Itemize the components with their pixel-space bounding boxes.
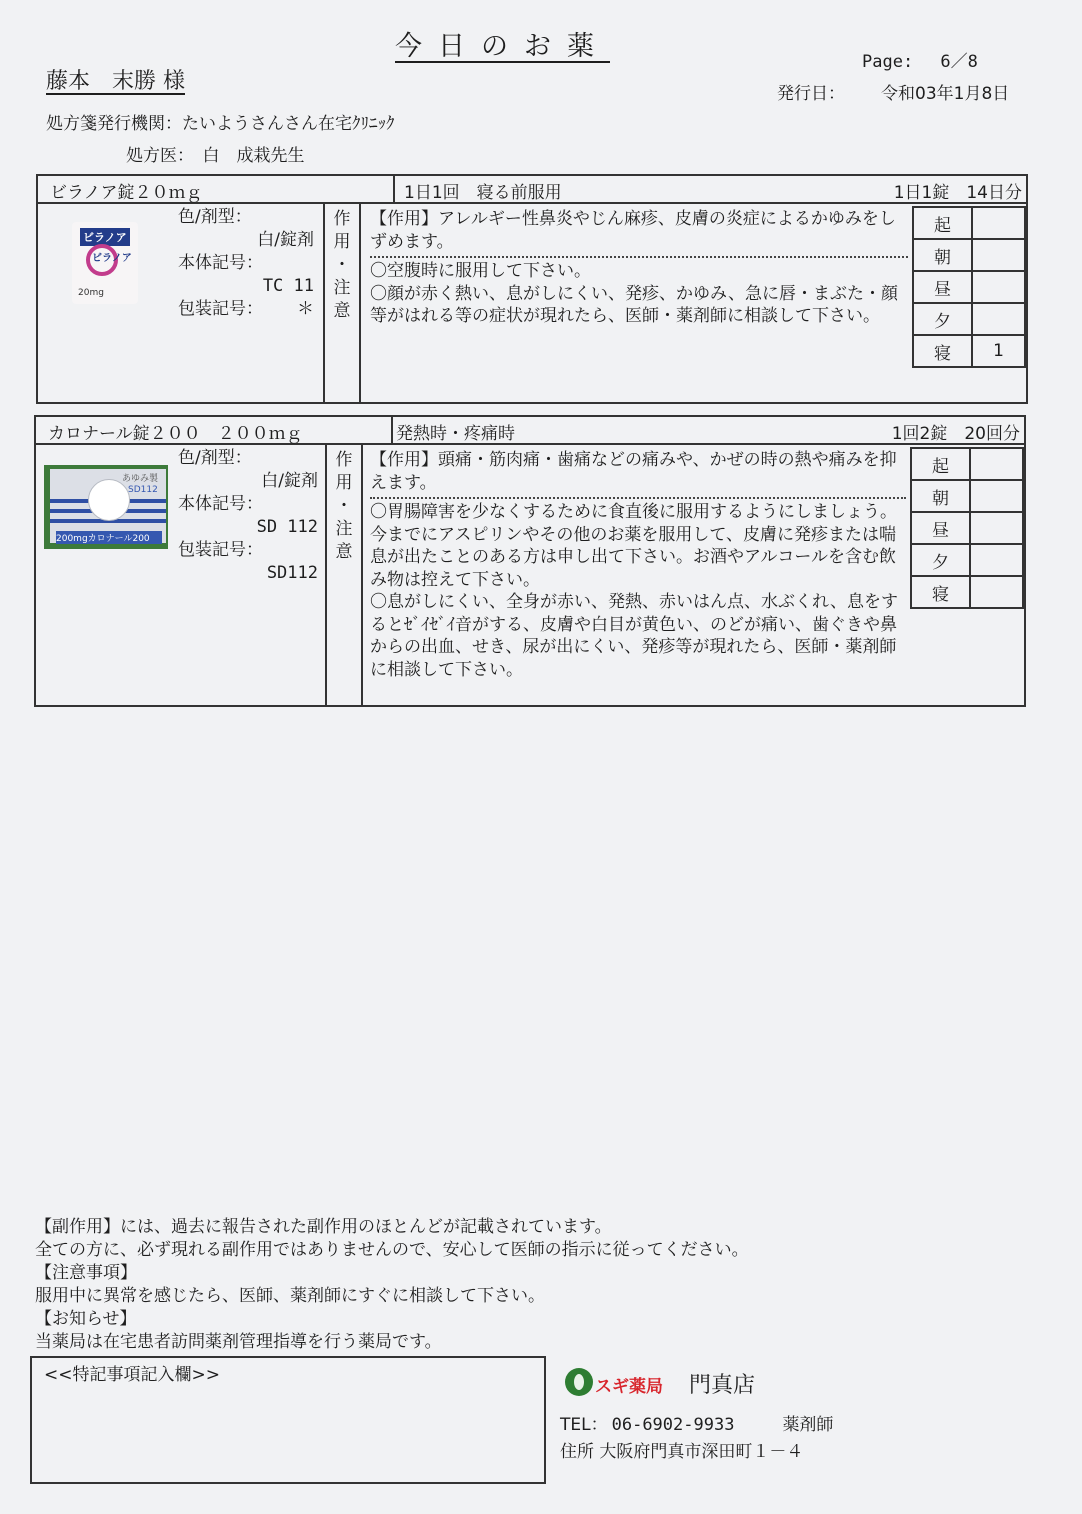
drug-photo-strength-text: 20mg xyxy=(78,288,104,298)
drug-photo-strength-text: 200mgカロナール200 xyxy=(56,531,162,544)
drug-name: カロナール錠２００ ２００ｍｇ xyxy=(48,424,303,444)
leaf-icon xyxy=(565,1368,593,1396)
pharmacy-address: 住所 大阪府門真市深田町１－４ xyxy=(560,1442,804,1462)
pharmacy-store: 門真店 xyxy=(689,1373,756,1398)
dose-schedule xyxy=(912,206,1026,368)
note-line: 当薬局は在宅患者訪問薬剤管理指導を行う薬局です。 xyxy=(35,1332,442,1352)
drug-card xyxy=(36,174,1028,404)
pharmacist-label: 薬剤師 xyxy=(782,1415,834,1435)
form-value: 白/錠剤 xyxy=(257,230,314,250)
issue-date-label: 発行日： xyxy=(777,84,845,104)
issue-date-line xyxy=(777,79,1009,104)
drug-caution: 〇息がしにくい、全身が赤い、発熱、赤いはん点、水ぶくれ、息をするとｾﾞｲｾﾞｲ音がする、皮膚や白目が黄色い、のどが痛い、歯ぐきや鼻からの出血、せき、尿が出にくい、発疹等が現れたら、医師・薬剤師に相談して下さい。 xyxy=(370,592,899,680)
drug-photo-maker-text: あゆみ製 xyxy=(122,474,159,484)
drug-caution: 〇胃腸障害を少なくするために食直後に服用するようにしましょう。今までにアスピリンやその他のお薬を服用して、皮膚に発疹または喘息が出たことのある方は申し出て下さい。お酒やアルコールを含む飲み物は控えて下さい。 xyxy=(370,502,897,590)
schedule-value xyxy=(972,303,1025,335)
package-code-label: 包装記号： xyxy=(178,299,263,319)
form-label: 色/剤型： xyxy=(178,448,252,468)
drug-photo xyxy=(72,222,138,304)
drug-description xyxy=(370,449,906,681)
schedule-value xyxy=(972,207,1025,239)
special-notes-label: <<特記事項記入欄>> xyxy=(44,1365,220,1385)
patient-name: 藤本 末勝 様 xyxy=(46,69,185,94)
drug-card xyxy=(34,415,1026,707)
schedule-label: 夕 xyxy=(913,303,972,335)
schedule-value xyxy=(972,271,1025,303)
schedule-value xyxy=(970,448,1023,480)
schedule-value xyxy=(972,239,1025,271)
schedule-label: 寝 xyxy=(913,335,972,367)
schedule-value xyxy=(970,544,1023,576)
schedule-value xyxy=(970,576,1023,608)
package-code-value: SD112 xyxy=(266,563,318,583)
note-line: 【お知らせ】 xyxy=(35,1309,137,1329)
effect-caution-tag: 作 用 ・ 注 意 xyxy=(333,209,351,321)
schedule-label: 寝 xyxy=(911,576,970,608)
schedule-label: 昼 xyxy=(913,271,972,303)
drug-caution: 〇空腹時に服用して下さい。 xyxy=(370,261,591,281)
drug-effect: 【作用】頭痛・筋肉痛・歯痛などの痛みや、かぜの時の熱や痛みを抑えます。 xyxy=(370,450,897,493)
package-code-label: 包装記号： xyxy=(178,540,263,560)
special-notes-box xyxy=(30,1356,546,1484)
prescribing-institution: 処方箋発行機関：たいようさんさん在宅ｸﾘﾆｯｸ xyxy=(46,114,395,134)
issue-date: 令和03年1月8日 xyxy=(881,84,1010,104)
drug-photo-tablet-text: SD112 xyxy=(128,485,158,495)
drug-photo-brand-text: ビラノア xyxy=(80,228,130,246)
general-notes xyxy=(35,1216,749,1354)
drug-usage: 1日1回 寝る前服用 xyxy=(404,183,562,203)
schedule-value xyxy=(970,480,1023,512)
dose-schedule xyxy=(910,447,1024,609)
note-line: 【副作用】には、過去に報告された副作用のほとんどが記載されています。 xyxy=(35,1217,612,1237)
schedule-value xyxy=(970,512,1023,544)
drug-effect: 【作用】アレルギー性鼻炎やじん麻疹、皮膚の炎症によるかゆみをしずめます。 xyxy=(370,209,896,252)
page-number: Page: 6／8 xyxy=(862,52,978,72)
tel-label: TEL： xyxy=(560,1415,608,1435)
note-line: 全ての方に、必ず現れる副作用ではありませんので、安心して医師の指示に従ってください。 xyxy=(35,1240,749,1260)
drug-name: ビラノア錠２０ｍｇ xyxy=(50,183,203,203)
drug-description xyxy=(370,208,908,328)
schedule-label: 起 xyxy=(913,207,972,239)
body-code-value: TC 11 xyxy=(262,276,314,296)
effect-caution-tag: 作 用 ・ 注 意 xyxy=(335,450,353,562)
schedule-label: 夕 xyxy=(911,544,970,576)
body-code-value: SD 112 xyxy=(256,517,318,537)
prescribing-doctor: 処方医： 白 成栽先生 xyxy=(126,146,305,166)
drug-header xyxy=(38,176,1026,204)
body-code-label: 本体記号： xyxy=(178,253,263,273)
body-code-label: 本体記号： xyxy=(178,494,263,514)
drug-header xyxy=(36,417,1024,445)
schedule-label: 朝 xyxy=(911,480,970,512)
form-value: 白/錠剤 xyxy=(261,471,318,491)
note-line: 服用中に異常を感じたら、医師、薬剤師にすぐに相談して下さい。 xyxy=(35,1286,545,1306)
drug-dose: 1回2錠 20回分 xyxy=(891,424,1020,444)
pharmacy-contact xyxy=(560,1410,833,1435)
drug-photo-tablet-text: ビラノア xyxy=(92,253,132,264)
drug-usage: 発熱時・疼痛時 xyxy=(396,424,515,444)
drug-dose: 1日1錠 14日分 xyxy=(893,183,1022,203)
drug-caution: 〇顔が赤く熱い、息がしにくい、発疹、かゆみ、急に唇・まぶた・顔等がはれる等の症状が現れたら、医師・薬剤師に相談して下さい。 xyxy=(370,283,899,326)
drug-photo xyxy=(44,465,168,549)
schedule-label: 昼 xyxy=(911,512,970,544)
schedule-label: 起 xyxy=(911,448,970,480)
page-title: 今日のお薬 xyxy=(395,31,610,62)
tel-number: 06-6902-9933 xyxy=(611,1415,735,1435)
form-label: 色/剤型： xyxy=(178,207,252,227)
note-line: 【注意事項】 xyxy=(35,1263,137,1283)
package-code-value: ＊ xyxy=(297,299,314,319)
schedule-label: 朝 xyxy=(913,239,972,271)
schedule-value: 1 xyxy=(972,335,1025,367)
pharmacy-brand: スギ薬局 xyxy=(595,1377,663,1397)
